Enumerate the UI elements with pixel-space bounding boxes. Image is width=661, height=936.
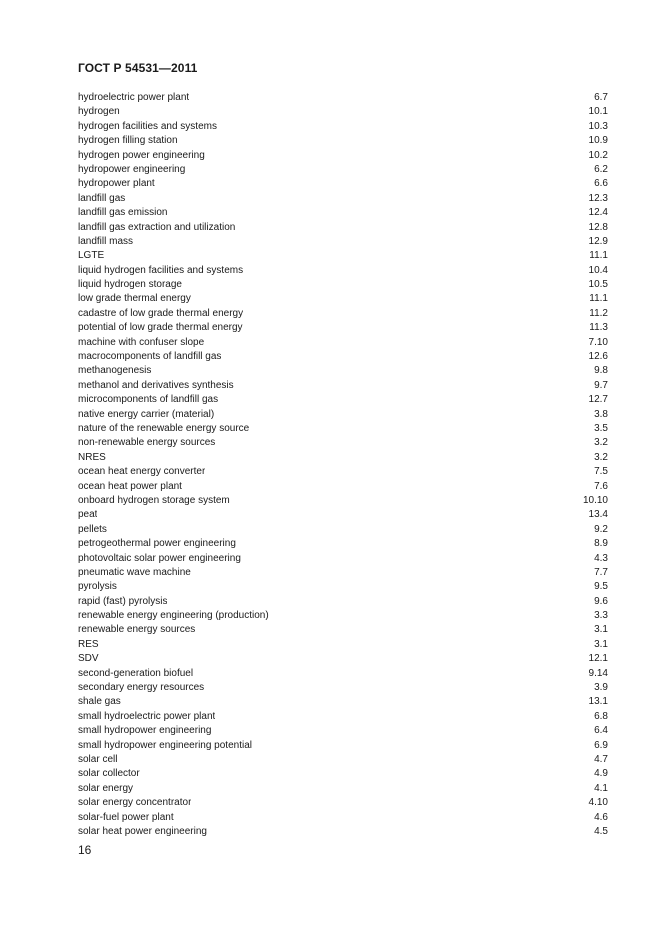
index-row <box>78 408 608 422</box>
index-term: small hydropower engineering potential <box>78 739 252 751</box>
index-term: solar collector <box>78 768 140 780</box>
index-term: renewable energy sources <box>78 624 196 636</box>
index-term: landfill gas <box>78 192 126 204</box>
index-list <box>78 91 608 839</box>
index-row <box>78 811 608 825</box>
index-reference: 10.10 <box>582 494 608 506</box>
index-reference: 9.2 <box>594 523 608 535</box>
index-row <box>78 681 608 695</box>
index-term: shale gas <box>78 696 121 708</box>
index-reference: 4.10 <box>588 797 608 809</box>
index-term: liquid hydrogen facilities and systems <box>78 264 244 276</box>
index-reference: 10.4 <box>588 264 608 276</box>
index-row <box>78 278 608 292</box>
index-term: solar-fuel power plant <box>78 811 174 823</box>
index-row <box>78 623 608 637</box>
index-row <box>78 422 608 436</box>
index-term: hydropower engineering <box>78 163 186 175</box>
document-header: ГОСТ Р 54531—2011 <box>78 61 198 75</box>
index-term: peat <box>78 509 98 521</box>
index-term: second-generation biofuel <box>78 667 194 679</box>
index-reference: 12.3 <box>588 192 608 204</box>
index-term: low grade thermal energy <box>78 293 191 305</box>
index-reference: 3.8 <box>594 408 608 420</box>
index-row <box>78 149 608 163</box>
index-term: ocean heat energy converter <box>78 466 206 478</box>
index-reference: 4.6 <box>594 811 608 823</box>
index-row <box>78 508 608 522</box>
index-row <box>78 767 608 781</box>
index-term: hydropower plant <box>78 178 155 190</box>
index-term: hydrogen filling station <box>78 135 178 147</box>
index-term: hydrogen <box>78 106 120 118</box>
index-row <box>78 451 608 465</box>
index-row <box>78 321 608 335</box>
index-term: macrocomponents of landfill gas <box>78 351 222 363</box>
index-reference: 13.1 <box>588 696 608 708</box>
index-term: ocean heat power plant <box>78 480 182 492</box>
index-row <box>78 379 608 393</box>
index-reference: 9.8 <box>594 365 608 377</box>
index-reference: 9.14 <box>588 667 608 679</box>
index-row <box>78 105 608 119</box>
index-reference: 3.3 <box>594 610 608 622</box>
index-reference: 12.8 <box>588 221 608 233</box>
index-reference: 3.2 <box>594 437 608 449</box>
index-term: solar cell <box>78 753 118 765</box>
index-term: hydrogen facilities and systems <box>78 120 217 132</box>
index-row <box>78 177 608 191</box>
index-term: liquid hydrogen storage <box>78 279 182 291</box>
index-term: hydrogen power engineering <box>78 149 205 161</box>
index-reference: 11.1 <box>589 250 608 262</box>
index-reference: 3.5 <box>594 422 608 434</box>
index-row <box>78 336 608 350</box>
index-row <box>78 91 608 105</box>
index-row <box>78 796 608 810</box>
index-reference: 11.3 <box>589 322 608 334</box>
index-term: potential of low grade thermal energy <box>78 322 243 334</box>
index-reference: 3.2 <box>594 451 608 463</box>
index-term: methanol and derivatives synthesis <box>78 379 234 391</box>
index-reference: 11.2 <box>589 307 608 319</box>
index-reference: 7.6 <box>594 480 608 492</box>
index-reference: 10.1 <box>588 106 608 118</box>
index-row <box>78 249 608 263</box>
index-term: small hydropower engineering <box>78 725 212 737</box>
index-term: petrogeothermal power engineering <box>78 538 236 550</box>
index-reference: 7.5 <box>594 466 608 478</box>
index-row <box>78 393 608 407</box>
index-term: RES <box>78 638 99 650</box>
index-reference: 3.1 <box>594 624 608 636</box>
index-term: pellets <box>78 523 107 535</box>
index-row <box>78 724 608 738</box>
index-reference: 6.7 <box>594 92 608 103</box>
index-term: microcomponents of landfill gas <box>78 394 219 406</box>
index-row <box>78 739 608 753</box>
index-row <box>78 782 608 796</box>
index-reference: 6.8 <box>594 710 608 722</box>
index-row <box>78 652 608 666</box>
index-term: small hydroelectric power plant <box>78 710 216 722</box>
index-reference: 6.4 <box>594 725 608 737</box>
index-row <box>78 436 608 450</box>
index-reference: 12.4 <box>588 207 608 219</box>
index-row <box>78 695 608 709</box>
index-term: non-renewable energy sources <box>78 437 216 449</box>
index-term: landfill mass <box>78 235 134 247</box>
index-term: renewable energy engineering (production) <box>78 610 269 622</box>
index-row <box>78 307 608 321</box>
index-term: secondary energy resources <box>78 682 205 694</box>
index-reference: 12.7 <box>588 394 608 406</box>
index-row <box>78 364 608 378</box>
index-term: machine with confuser slope <box>78 336 205 348</box>
index-reference: 12.1 <box>588 653 608 665</box>
index-row <box>78 465 608 479</box>
index-row <box>78 710 608 724</box>
index-term: landfill gas extraction and utilization <box>78 221 236 233</box>
index-row <box>78 595 608 609</box>
index-reference: 3.1 <box>594 638 608 650</box>
index-row <box>78 825 608 839</box>
index-reference: 12.9 <box>588 235 608 247</box>
index-term: nature of the renewable energy source <box>78 422 250 434</box>
index-reference: 11.1 <box>589 293 608 305</box>
index-row <box>78 667 608 681</box>
index-reference: 7.7 <box>594 566 608 578</box>
index-term: solar energy concentrator <box>78 797 192 809</box>
index-term: onboard hydrogen storage system <box>78 494 230 506</box>
index-reference: 9.5 <box>594 581 608 593</box>
index-reference: 6.9 <box>594 739 608 751</box>
index-row <box>78 192 608 206</box>
index-reference: 12.6 <box>588 351 608 363</box>
index-row <box>78 566 608 580</box>
index-reference: 4.7 <box>594 753 608 765</box>
index-row <box>78 494 608 508</box>
index-term: pyrolysis <box>78 581 117 593</box>
index-reference: 8.9 <box>594 538 608 550</box>
index-row <box>78 350 608 364</box>
index-reference: 9.7 <box>594 379 608 391</box>
index-row <box>78 264 608 278</box>
index-reference: 13.4 <box>588 509 608 521</box>
index-term: solar energy <box>78 782 134 794</box>
index-reference: 10.2 <box>588 149 608 161</box>
index-reference: 4.5 <box>594 825 608 837</box>
index-row <box>78 292 608 306</box>
index-row <box>78 580 608 594</box>
index-row <box>78 206 608 220</box>
index-row <box>78 523 608 537</box>
index-row <box>78 537 608 551</box>
index-term: landfill gas emission <box>78 207 168 219</box>
index-term: hydroelectric power plant <box>78 92 190 103</box>
page-number: 16 <box>78 843 92 857</box>
index-reference: 10.3 <box>588 120 608 132</box>
index-row <box>78 134 608 148</box>
index-reference: 9.6 <box>594 595 608 607</box>
index-row <box>78 221 608 235</box>
index-row <box>78 552 608 566</box>
index-term: solar heat power engineering <box>78 825 207 837</box>
index-term: rapid (fast) pyrolysis <box>78 595 168 607</box>
index-reference: 7.10 <box>588 336 608 348</box>
index-term: pneumatic wave machine <box>78 566 191 578</box>
index-row <box>78 163 608 177</box>
index-term: NRES <box>78 451 106 463</box>
index-term: native energy carrier (material) <box>78 408 215 420</box>
index-reference: 4.9 <box>594 768 608 780</box>
index-reference: 4.1 <box>594 782 608 794</box>
index-term: SDV <box>78 653 99 665</box>
index-row <box>78 609 608 623</box>
index-term: LGTE <box>78 250 105 262</box>
index-reference: 6.2 <box>594 163 608 175</box>
index-reference: 4.3 <box>594 552 608 564</box>
index-row <box>78 753 608 767</box>
index-term: methanogenesis <box>78 365 152 377</box>
index-term: photovoltaic solar power engineering <box>78 552 241 564</box>
index-row <box>78 235 608 249</box>
index-term: cadastre of low grade thermal energy <box>78 307 244 319</box>
index-row <box>78 120 608 134</box>
index-reference: 10.5 <box>588 279 608 291</box>
index-row <box>78 480 608 494</box>
index-reference: 6.6 <box>594 178 608 190</box>
index-row <box>78 638 608 652</box>
index-reference: 3.9 <box>594 682 608 694</box>
index-reference: 10.9 <box>588 135 608 147</box>
